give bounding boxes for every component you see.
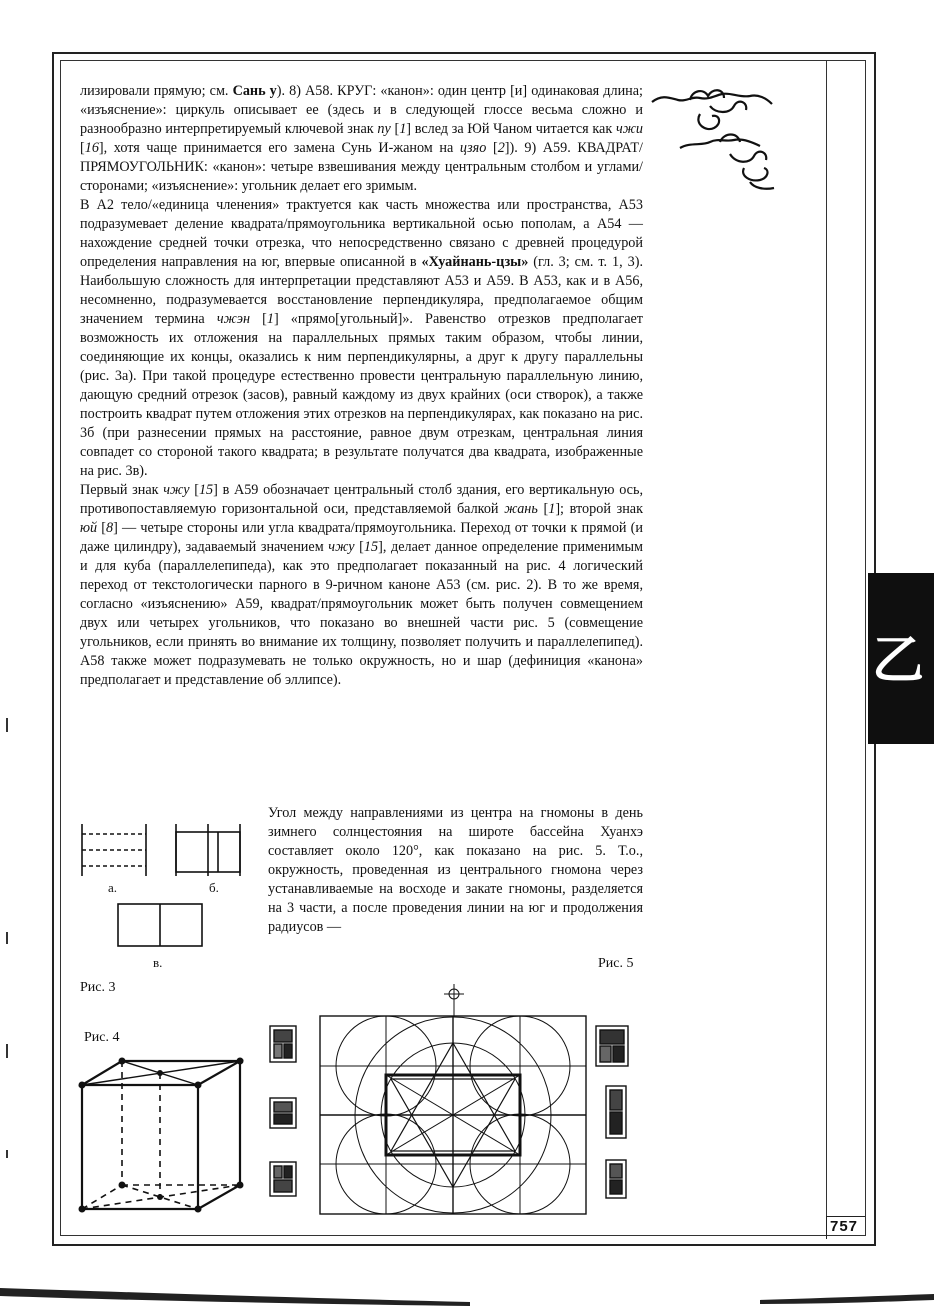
- figure-5-caption: Рис. 5: [598, 956, 634, 971]
- figure-5-diagram: [262, 982, 646, 1222]
- paragraph-3: Первый знак чжу [15] в А59 обозначает центральный столб здания, его вертикальную ось, противопоставляемую горизонтальной оси, представляемой балкой жань [1]; второй знак юй [8] — четыре стороны или угла квадрата/прямоугольника. Переход от точки к прямой (и даже цилиндру), задаваемый значением чжу [15], делает данное определение применимым и для куба (параллелепипеда), как это предполагает показанный на рис. 4 логический переход от текстологически парного в 9-ричном каноне А53 (см. рис. 2). В то же время, согласно «изъяснению» А59, квадрат/прямоугольник может быть получен совмещением двух или четырех угольников, что показано во внешней части рис. 5 (совмещение угольников, если принять во внимание их толщину, позволяет получить и параллелепипед). А58 также может подразумевать не только окружность, но и шар (дефиниция «канона» предполагает и представление об эллипсе).: [80, 482, 644, 688]
- figure-3-caption: Рис. 3: [80, 980, 116, 995]
- figure-4-caption: Рис. 4: [84, 1030, 120, 1045]
- scan-edge-mark: [6, 1150, 8, 1158]
- cloud-ornament-icon: [650, 84, 780, 194]
- scan-edge-mark: [6, 1044, 8, 1058]
- scan-smear: [0, 1280, 934, 1308]
- side-paragraph: Угол между направлениями из центра на гномоны в день зимнего солнцестояния на широте бассейна Хуанхэ составляет около 120°, как показано на рис. 5. Т.о., окружность, проведенная из центрального гномона через устанавливаемые на восходе и закате гномоны, разделяется на 3 части, а после проведения линии на юг и продолжения радиусов —: [268, 805, 643, 935]
- figure-3-label-a: а.: [108, 880, 118, 895]
- scan-edge-mark: [6, 718, 8, 732]
- chapter-tab-glyph: 乙: [872, 631, 925, 691]
- main-text: [80, 82, 643, 690]
- figure-3-diagram: [78, 818, 258, 958]
- paragraph-1: лизировали прямую; см. Сань у). 8) А58. КРУГ: «канон»: один центр [и] одинаковая длина; «изъяснение»: циркуль описывает ее (здесь и в следующей глоссе весьма сложно и разнообразно интерпретируемый ключевой знак пу [1] вслед за Юй Чаном читается как чжи [16], хотя чаще принимается его замена Сунь И-жаном на цзяо [2]). 9) А59. КВАДРАТ/ПРЯМОУГОЛЬНИК: «канон»: четыре взвешивания между центральным столбом и углами/сторонами; «изъяснение»: угольник делает его зримым.: [80, 83, 643, 194]
- figure-3-label-b: б.: [209, 880, 219, 895]
- figure-3-label-c: в.: [153, 955, 163, 970]
- page-number: 757: [830, 1218, 859, 1235]
- scan-edge-mark: [6, 932, 8, 944]
- margin-rule: [826, 60, 827, 1234]
- figure-4-diagram: [80, 1055, 250, 1220]
- paragraph-2: В А2 тело/«единица членения» трактуется как часть множества или пространства, А53 подразумевает деление квадрата/прямоугольника вертикальной осью пополам, а А54 — нахождение средней точки отрезка, что непосредственно связано с древней процедурой определения направления на юг, впервые описанной в «Хуайнань-цзы» (гл. 3; см. т. 1, 3). Наибольшую сложность для интерпретации представляют А53 и А59. В А53, как и в А56, несомненно, подразумевается восстановление перпендикуляра, предполагаемое общим значением термина чжэн [1] «прямо[угольный]». Равенство отрезков предполагает возможность их отложения на параллельных прямых таким образом, чтобы линии, соединяющие их концы, оказались к ним перпендикулярны, а друг к другу параллельны (рис. 3а). При такой процедуре естественно провести центральную параллельную линию, дающую средний отрезок (засов), равный каждому из двух крайних (оси створок), а также построить квадрат путем отложения этих отрезков на перпендикулярах, как показано на рис. 3б (при разнесении прямых на расстояние, равное двум отрезкам, центральная линия совпадет со стороной такого квадрата; в результате получатся два квадрата, изображенные на рис. 3в).: [80, 197, 644, 479]
